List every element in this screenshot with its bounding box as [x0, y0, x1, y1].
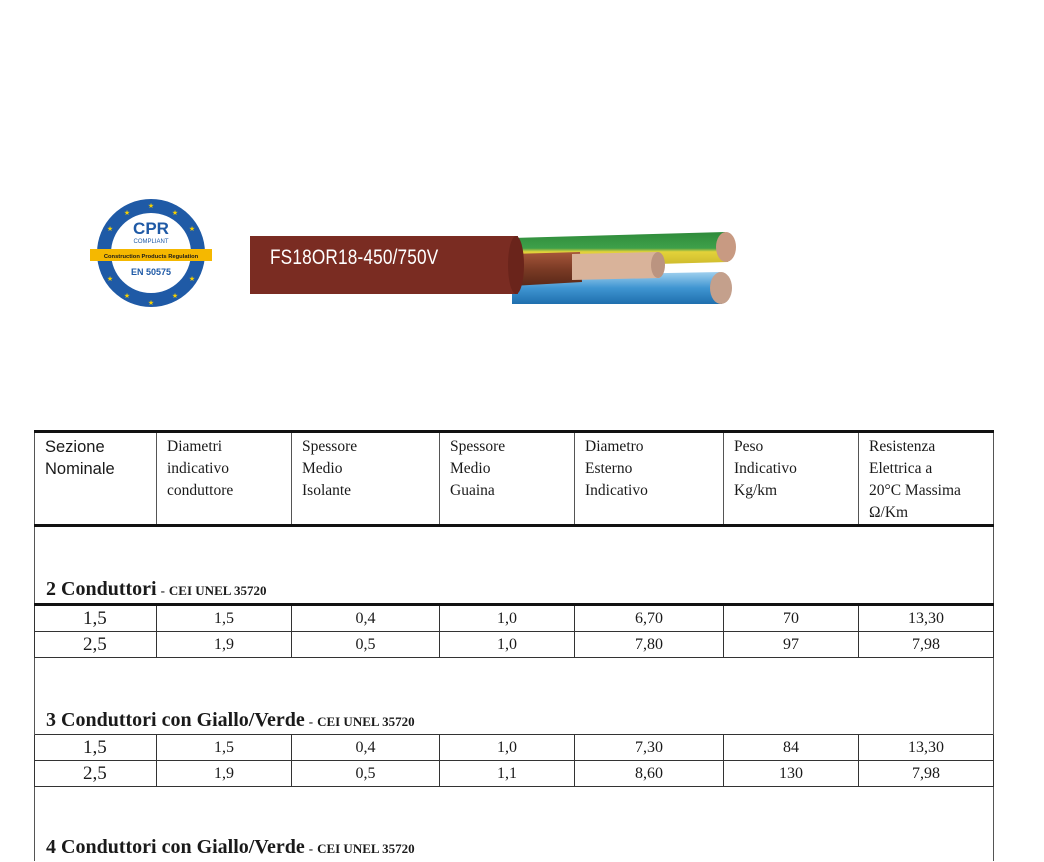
table-cell: 1,0 — [440, 735, 575, 761]
section-norm: CEI UNEL 35720 — [168, 583, 267, 598]
svg-text:★: ★ — [147, 202, 155, 210]
table-cell: 1,9 — [157, 632, 292, 658]
table-row — [35, 735, 994, 761]
column-header — [575, 432, 724, 526]
section-title: 2 Conduttori — [46, 578, 157, 600]
table-cell: 97 — [724, 632, 859, 658]
column-header-line: Diametri — [167, 438, 223, 455]
svg-text:★: ★ — [188, 225, 196, 233]
column-header-line: Indicativo — [734, 460, 797, 477]
section-header-row — [35, 787, 994, 862]
section-separator: - — [308, 841, 314, 856]
badge-banner-text: Construction Products Regulation — [103, 254, 199, 260]
column-header-line: Medio — [450, 460, 491, 477]
table-cell: 1,0 — [440, 632, 575, 658]
column-header-line: Guaina — [450, 482, 495, 499]
column-header — [859, 432, 994, 526]
column-header-line: Peso — [734, 438, 764, 455]
section-separator: - — [160, 583, 165, 598]
section-header-row — [35, 526, 994, 605]
table-cell: 7,80 — [575, 632, 724, 658]
table-cell: 1,1 — [440, 761, 575, 787]
column-header — [157, 432, 292, 526]
table-cell: 0,4 — [292, 735, 440, 761]
column-header-line: 20°C Massima — [869, 482, 961, 499]
svg-text:★: ★ — [171, 209, 179, 217]
column-header-line: Isolante — [302, 482, 352, 499]
svg-text:★: ★ — [171, 292, 179, 300]
table-cell: 1,9 — [157, 761, 292, 787]
section-separator: - — [308, 714, 314, 729]
table-cell: 7,30 — [575, 735, 724, 761]
table-cell: 7,98 — [859, 761, 994, 787]
column-header-line: Resistenza — [869, 438, 936, 455]
column-header-line: Diametro — [585, 438, 644, 455]
column-header-line: Elettrica a — [869, 460, 933, 477]
table-cell: 1,5 — [157, 605, 292, 632]
cable-label: FS18OR18-450/750V — [270, 246, 439, 269]
svg-text:★: ★ — [123, 209, 131, 217]
table-cell: 13,30 — [859, 605, 994, 632]
table-cell: 7,98 — [859, 632, 994, 658]
table-cell: 130 — [724, 761, 859, 787]
column-header — [35, 432, 157, 526]
table-row — [35, 761, 994, 787]
svg-text:★: ★ — [106, 275, 114, 283]
column-header — [440, 432, 575, 526]
section-header-cell — [35, 787, 994, 862]
section-norm: CEI UNEL 35720 — [317, 714, 415, 729]
section-header-cell — [35, 526, 994, 605]
column-header-line: Spessore — [302, 438, 358, 455]
section-norm: CEI UNEL 35720 — [317, 841, 415, 856]
column-header-line: Esterno — [585, 460, 633, 477]
table-body — [35, 526, 994, 862]
table-cell: 2,5 — [35, 632, 157, 658]
table-cell: 1,5 — [157, 735, 292, 761]
column-header-line: Ω/Km — [869, 504, 909, 521]
svg-text:★: ★ — [147, 299, 155, 307]
badge-title: CPR — [133, 219, 169, 238]
table-cell: 70 — [724, 605, 859, 632]
column-header — [292, 432, 440, 526]
copper-end-yg — [716, 232, 736, 262]
column-header — [724, 432, 859, 526]
table-cell: 2,5 — [35, 761, 157, 787]
table-cell: 0,5 — [292, 632, 440, 658]
svg-text:★: ★ — [188, 275, 196, 283]
column-header-line: indicativo — [167, 460, 229, 477]
table-cell: 0,4 — [292, 605, 440, 632]
column-header-line: Indicativo — [585, 482, 648, 499]
badge-standard: EN 50575 — [130, 267, 172, 277]
svg-text:★: ★ — [123, 292, 131, 300]
section-header-row — [35, 658, 994, 735]
column-header-line: Sezione — [45, 438, 105, 456]
badge-subtitle: COMPLIANT — [133, 239, 169, 245]
table-cell: 84 — [724, 735, 859, 761]
header-row — [35, 432, 994, 526]
section-header-cell — [35, 658, 994, 735]
column-header-line: Kg/km — [734, 482, 778, 499]
table-cell: 8,60 — [575, 761, 724, 787]
section-title: 3 Conduttori con Giallo/Verde — [46, 709, 305, 731]
spec-table — [34, 430, 994, 861]
table-cell: 1,0 — [440, 605, 575, 632]
column-header-line: Spessore — [450, 438, 506, 455]
copper-end-blue — [710, 272, 732, 304]
copper-strands — [572, 252, 660, 280]
column-header-line: Nominale — [45, 460, 115, 478]
column-header-line: Medio — [302, 460, 343, 477]
table-cell: 1,5 — [35, 605, 157, 632]
svg-text:★: ★ — [106, 225, 114, 233]
cpr-compliant-badge — [90, 198, 212, 308]
section-title: 4 Conduttori con Giallo/Verde — [46, 836, 305, 858]
table-cell: 0,5 — [292, 761, 440, 787]
table-cell: 13,30 — [859, 735, 994, 761]
table-row — [35, 605, 994, 632]
table-cell: 6,70 — [575, 605, 724, 632]
column-header-line: conduttore — [167, 482, 234, 499]
table-cell: 1,5 — [35, 735, 157, 761]
table-row — [35, 632, 994, 658]
